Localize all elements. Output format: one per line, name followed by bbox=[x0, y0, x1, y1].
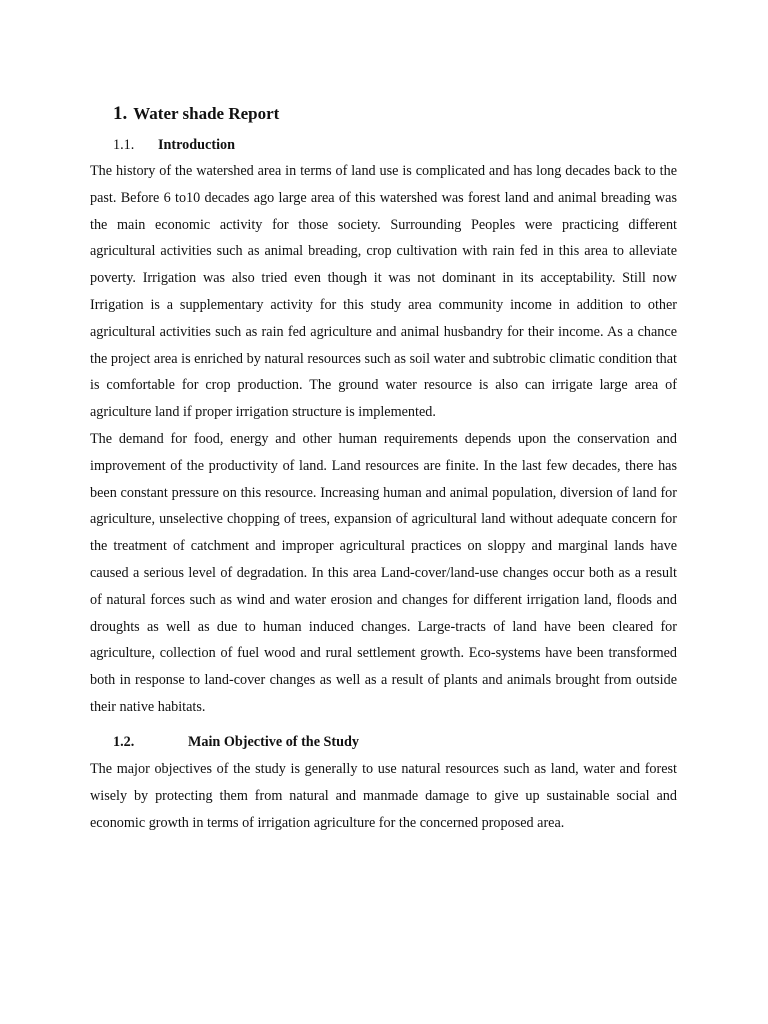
section-heading-introduction bbox=[113, 135, 235, 155]
section-number: 1.2. bbox=[113, 734, 135, 750]
section-number: 1.1. bbox=[113, 137, 135, 153]
objective-paragraph: The major objectives of the study is generally to use natural resources such as land, water and forest wisely by protecting them from natural and manmade damage to give up sustainable social and economic growth in terms of irrigation agriculture for the concerned proposed area. bbox=[90, 761, 677, 831]
section-title: Main Objective of the Study bbox=[188, 734, 360, 750]
introduction-paragraph-2: The demand for food, energy and other human requirements depends upon the conservation and improvement of the productivity of land. Land resources are finite. In the last few decades, there has been constant pressure on this resource. Increasing human and animal population, diversion of land for agriculture, unselective chopping of trees, expansion of agricultural land without adequate concern for the treatment of catchment and improper agricultural practices on sloppy and marginal lands have caused a serious level of degradation. In this area Land-cover/land-use changes occur both as a result of natural forces such as wind and water erosion and changes for different irrigation land, floods and droughts as well as due to human induced changes. Large-tracts of land have been cleared for agriculture, collection of fuel wood and rural settlement growth. Eco-systems have been transformed both in response to land-cover changes as well as a result of plants and animals brought from outside their native habitats. bbox=[90, 431, 677, 715]
report-heading bbox=[113, 101, 279, 127]
section-title: Introduction bbox=[158, 137, 235, 153]
heading-title: Water shade Report bbox=[133, 104, 280, 123]
heading-number: 1. bbox=[113, 103, 128, 124]
introduction-paragraph-1: The history of the watershed area in terms of land use is complicated and has long decades back to the past. Before 6 to10 decades ago large area of this watershed was forest land and animal breading was the main economic activity for those society. Surrounding Peoples were practicing different agricultural activities such as animal breading, crop cultivation with rain fed in this area to alleviate poverty. Irrigation was also tried even though it was not dominant in its acceptability. Still now Irrigation is a supplementary activity for this study area community income in addition to other agricultural activities such as rain fed agriculture and animal husbandry for their income. As a chance the project area is enriched by natural resources such as soil water and subtrobic climatic condition that is comfortable for crop production. The ground water resource is also can irrigate large area of agriculture land if proper irrigation structure is implemented. bbox=[90, 163, 677, 421]
section-heading-main-objective bbox=[113, 732, 359, 752]
